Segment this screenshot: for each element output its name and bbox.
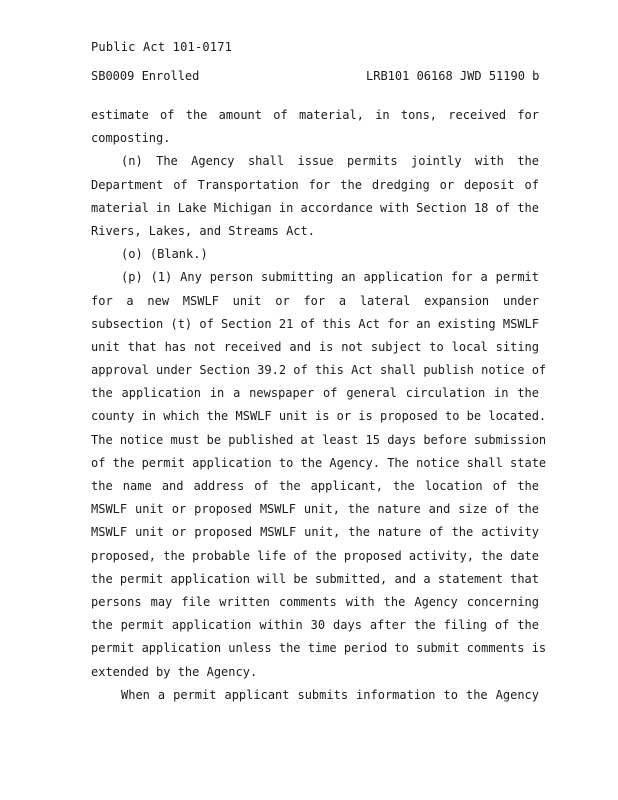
document-body [91,104,547,707]
text-line: estimate of the amount of material, in tons, received for [91,108,539,122]
text-line: MSWLF unit or proposed MSWLF unit, the nature of the activity [91,525,539,540]
text-line: approval under Section 39.2 of this Act shall publish notice of [91,363,547,378]
text-line: (n) The Agency shall issue permits jointly with the [121,154,539,169]
text-line: the permit application will be submitted, and a statement that [91,571,539,586]
text-line: When a permit applicant submits information to the Agency [121,687,539,702]
text-line: of the permit application to the Agency. The notice shall state [91,455,547,470]
text-line: for a new MSWLF unit or for a lateral expansion under [91,293,539,308]
text-line: the permit application within 30 days after the filing of the [91,618,539,633]
text-line: subsection (t) of Section 21 of this Act for an existing MSWLF [91,316,539,331]
text-line: Department of Transportation for the dredging or deposit of [91,177,539,192]
text-line: county in which the MSWLF unit is or is proposed to be located. [91,409,547,424]
text-line: composting. [91,131,171,146]
text-line: persons may file written comments with the Agency concerning [91,594,539,609]
text-line: extended by the Agency. [91,664,258,679]
text-line: unit that has not received and is not subject to local siting [91,339,539,354]
text-line: MSWLF unit or proposed MSWLF unit, the nature and size of the [91,502,539,517]
public-act-number: Public Act 101-0171 [91,40,233,54]
text-line: the name and address of the applicant, the location of the [91,479,539,493]
lrb-identifier: LRB101 06168 JWD 51190 b [366,69,540,83]
text-line: permit application unless the time period to submit comments is [91,641,547,656]
bill-identifier: SB0009 Enrolled [91,69,200,83]
text-line: (o) (Blank.) [121,247,208,262]
text-line: proposed, the probable life of the proposed activity, the date [91,548,539,563]
text-line: (p) (1) Any person submitting an application for a permit [121,270,539,285]
text-line: material in Lake Michigan in accordance with Section 18 of the [91,200,539,215]
text-line: The notice must be published at least 15 days before submission [91,432,547,447]
text-line: Rivers, Lakes, and Streams Act. [91,223,315,238]
text-line: the application in a newspaper of general circulation in the [91,386,539,401]
